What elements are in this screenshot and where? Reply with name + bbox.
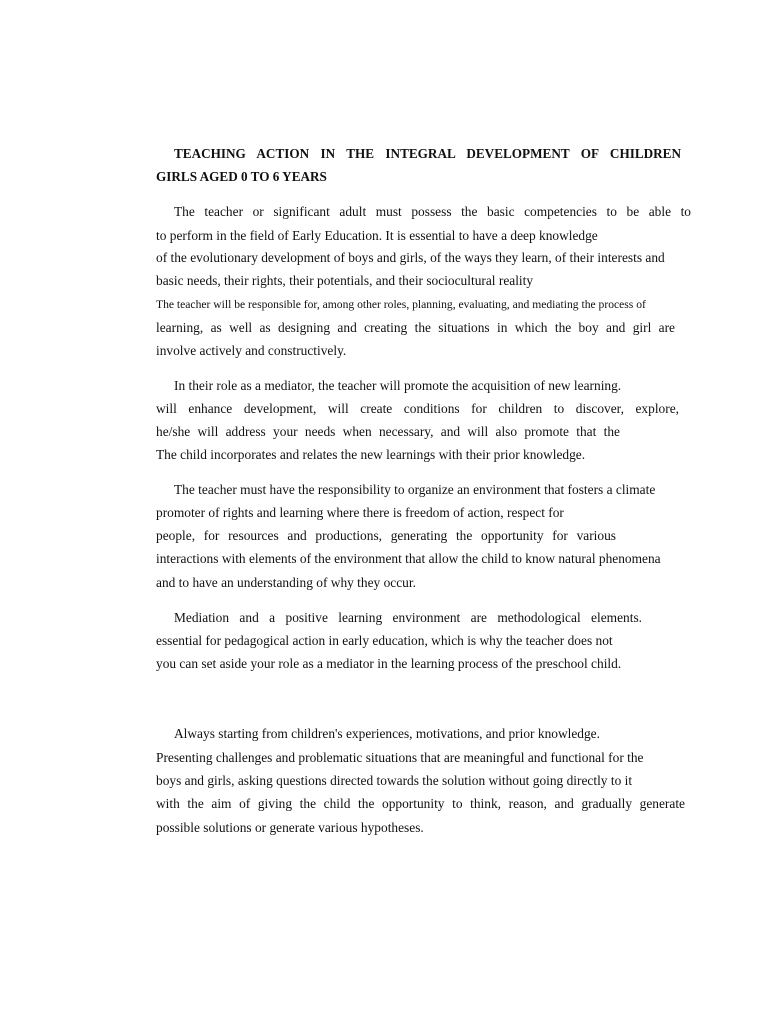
paragraph-3-line-1: The teacher must have the responsibility to organize an environment that fosters a climate (174, 482, 656, 497)
paragraph-1-line-6: learning, as well as designing and creating the situations in which the boy and girl are (156, 320, 675, 335)
paragraph-5-line-2: Presenting challenges and problematic situations that are meaningful and functional for the (156, 750, 644, 765)
paragraph-5-line-3: boys and girls, asking questions directed towards the solution without going directly to it (156, 773, 633, 788)
paragraph-4-line-3: you can set aside your role as a mediator in the learning process of the preschool child. (156, 656, 622, 671)
paragraph-5-line-5: possible solutions or generate various hypotheses. (156, 820, 424, 835)
paragraph-3-line-3: people, for resources and productions, generating the opportunity for various (156, 528, 616, 543)
paragraph-1-line-5: The teacher will be responsible for, among other roles, planning, evaluating, and mediating the process of (156, 298, 646, 311)
paragraph-2-line-2: will enhance development, will create conditions for children to discover, explore, (156, 401, 679, 416)
paragraph-5-line-1: Always starting from children's experiences, motivations, and prior knowledge. (174, 726, 600, 741)
paragraph-1-line-7: involve actively and constructively. (156, 343, 347, 358)
paragraph-4-line-2: essential for pedagogical action in early education, which is why the teacher does not (156, 633, 613, 648)
document-title-line-2: GIRLS AGED 0 TO 6 YEARS (156, 169, 327, 184)
paragraph-1-line-1: The teacher or significant adult must possess the basic competencies to be able to (174, 204, 691, 219)
document-title-line-1: TEACHING ACTION IN THE INTEGRAL DEVELOPMENT OF CHILDREN (174, 146, 681, 161)
paragraph-1-line-4: basic needs, their rights, their potentials, and their sociocultural reality (156, 273, 534, 288)
paragraph-1-line-3: of the evolutionary development of boys and girls, of the ways they learn, of their interests and (156, 250, 665, 265)
paragraph-4-line-1: Mediation and a positive learning environment are methodological elements. (174, 610, 642, 625)
paragraph-3-line-5: and to have an understanding of why they occur. (156, 575, 416, 590)
paragraph-2-line-4: The child incorporates and relates the new learnings with their prior knowledge. (156, 447, 586, 462)
paragraph-3-line-2: promoter of rights and learning where there is freedom of action, respect for (156, 505, 564, 520)
paragraph-1-line-2: to perform in the field of Early Education. It is essential to have a deep knowledge (156, 228, 598, 243)
paragraph-2-line-1: In their role as a mediator, the teacher will promote the acquisition of new learning. (174, 378, 622, 393)
paragraph-5-line-4: with the aim of giving the child the opportunity to think, reason, and gradually generate (156, 796, 685, 811)
paragraph-2-line-3: he/she will address your needs when necessary, and will also promote that the (156, 424, 620, 439)
paragraph-3-line-4: interactions with elements of the environment that allow the child to know natural phenomena (156, 551, 661, 566)
